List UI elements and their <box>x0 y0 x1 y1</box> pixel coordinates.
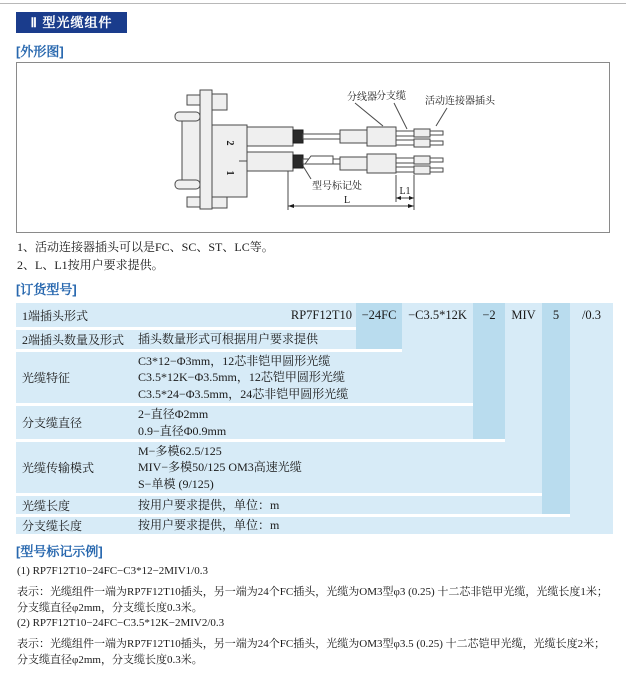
example-2-description-line-2: 分支缆直径φ2mm，分支缆长度0.3米。 <box>17 654 203 666</box>
arrow-l-left <box>288 204 294 208</box>
code-segment-branch-diameter: −2 <box>482 308 496 322</box>
connector-flange <box>200 90 212 209</box>
row-label-branch-length: 分支缆长度 <box>22 519 83 533</box>
row-desc-cable-characteristics <box>138 352 598 403</box>
plug-body-bottom-a <box>414 156 430 164</box>
boot-bottom <box>293 155 303 168</box>
row-label-end1-plug-form: 1端插头形式 <box>22 308 89 323</box>
label-marking-spot: 型号标记处 <box>312 181 362 192</box>
row-desc-branch-length <box>138 517 598 534</box>
row-label-branch-diameter: 分支缆直径 <box>22 416 83 430</box>
desc-line: 插头数量形式可根据用户要求提供 <box>138 332 319 347</box>
note-line-2: 2、L、L1按用户要求提供。 <box>17 258 164 272</box>
jackscrew-top <box>175 112 200 121</box>
row-desc-cable-length <box>138 496 598 514</box>
desc-line: 按用户要求提供，单位：m <box>138 497 280 512</box>
desc-line: C3.5*24−Φ3.5mm，24芯非铠甲圆形光缆 <box>138 386 349 401</box>
section-heading-examples: [型号标记示例] <box>16 544 103 559</box>
desc-line: C3.5*12K−Φ3.5mm，12芯铠甲圆形光缆 <box>138 370 345 385</box>
code-segment-cable-type: −C3.5*12K <box>408 308 467 322</box>
cable-boss-bottom <box>247 152 293 171</box>
connector-backshell <box>182 118 200 186</box>
cable-assembly-diagram <box>17 63 609 232</box>
branch-cable-top-b <box>396 140 414 145</box>
splitter-body-top <box>367 127 396 146</box>
section-heading-ordering: [订货型号] <box>16 282 77 297</box>
label-connector-plug: 活动连接器插头 <box>425 96 495 107</box>
row-label-transmission-mode: 光缆传输模式 <box>22 461 95 475</box>
plug-tip-top-a <box>430 131 443 135</box>
branch-cable-top-a <box>396 131 414 136</box>
outline-drawing <box>16 62 610 233</box>
splitter-body-bottom <box>367 154 396 173</box>
row-label-cable-characteristics: 光缆特征 <box>22 371 71 385</box>
label-branch-cable: 分支缆 <box>376 91 406 102</box>
desc-line: 2−直径Φ2mm <box>138 407 209 421</box>
example-1-description-line-2: 分支缆直径φ2mm，分支缆长度0.3米。 <box>17 602 203 614</box>
splitter-neck-bottom <box>340 157 367 170</box>
label-splitter: 分线器 <box>347 92 377 103</box>
code-segment-base: RP7F12T10 <box>290 308 352 322</box>
dim-label-l: L <box>343 195 351 206</box>
marking-tag <box>305 156 333 164</box>
row-desc-branch-diameter <box>138 406 598 439</box>
dim-label-l1: L1 <box>399 186 411 197</box>
row-label-cable-length: 光缆长度 <box>22 498 71 513</box>
desc-line: 按用户要求提供，单位：m <box>138 518 280 533</box>
section-heading-outline: [外形图] <box>16 44 64 59</box>
code-segment-plug-count: −24FC <box>361 308 397 322</box>
boot-top <box>293 130 303 143</box>
port-number-1: 1 <box>224 170 235 176</box>
note-line-1: 1、活动连接器插头可以是FC、SC、ST、LC等。 <box>17 240 274 254</box>
cable-top <box>303 134 340 139</box>
leader-connector-plug <box>436 108 447 126</box>
code-segment-cable-length: 5 <box>552 308 560 322</box>
port-number-2: 2 <box>224 140 235 146</box>
plug-tip-top-b <box>430 141 443 145</box>
branch-cable-bottom-b <box>396 167 414 172</box>
page-top-rule <box>0 3 626 4</box>
example-2-description-line-1: 表示：光缆组件一端为RP7F12T10插头，另一端为24个FC插头，光缆为OM3型φ3.5 (0.25) 十二芯铠甲光缆，光缆长度2米； <box>17 638 606 650</box>
flange-block-bottom-left <box>187 197 200 207</box>
jackscrew-bottom <box>175 180 200 189</box>
row-desc-transmission-mode <box>138 442 598 493</box>
desc-line: S−单模 (9/125) <box>138 476 214 491</box>
code-segment-branch-length: /0.3 <box>581 308 602 322</box>
desc-line: 0.9−直径Φ0.9mm <box>138 423 227 438</box>
branch-cable-bottom-a <box>396 158 414 163</box>
desc-line: C3*12−Φ3mm，12芯非铠甲圆形光缆 <box>138 353 331 368</box>
leader-marking-spot <box>303 166 311 179</box>
row-label-end2-plug-count: 2端插头数量及形式 <box>22 333 125 347</box>
flange-block-top-left <box>187 95 200 105</box>
page-title-badge: Ⅱ 型光缆组件 <box>16 12 127 33</box>
plug-body-bottom-b <box>414 166 430 174</box>
cable-boss-top <box>247 127 293 146</box>
leader-splitter <box>355 103 383 126</box>
desc-line: MIV−多模50/125 OM3高速光缆 <box>138 460 302 475</box>
flange-block-top-right <box>212 94 227 110</box>
arrow-l-right <box>408 204 414 208</box>
plug-tip-bottom-a <box>430 158 443 162</box>
plug-body-top-b <box>414 139 430 147</box>
row-desc-end2-plug-count <box>138 330 598 349</box>
example-2-code: (2) RP7F12T10−24FC−C3.5*12K−2MIV2/0.3 <box>17 617 225 629</box>
example-1-description-line-1: 表示：光缆组件一端为RP7F12T10插头，另一端为24个FC插头，光缆为OM3型φ3 (0.25) 十二芯非铠甲光缆，光缆长度1米； <box>17 586 608 598</box>
plug-body-top-a <box>414 129 430 137</box>
example-1-code: (1) RP7F12T10−24FC−C3*12−2MIV1/0.3 <box>17 565 208 577</box>
plug-tip-bottom-b <box>430 168 443 172</box>
leader-branch-cable <box>394 103 407 129</box>
splitter-neck-top <box>340 130 367 143</box>
code-segment-transmission-mode: MIV <box>511 308 536 322</box>
desc-line: M−多模62.5/125 <box>138 443 222 458</box>
